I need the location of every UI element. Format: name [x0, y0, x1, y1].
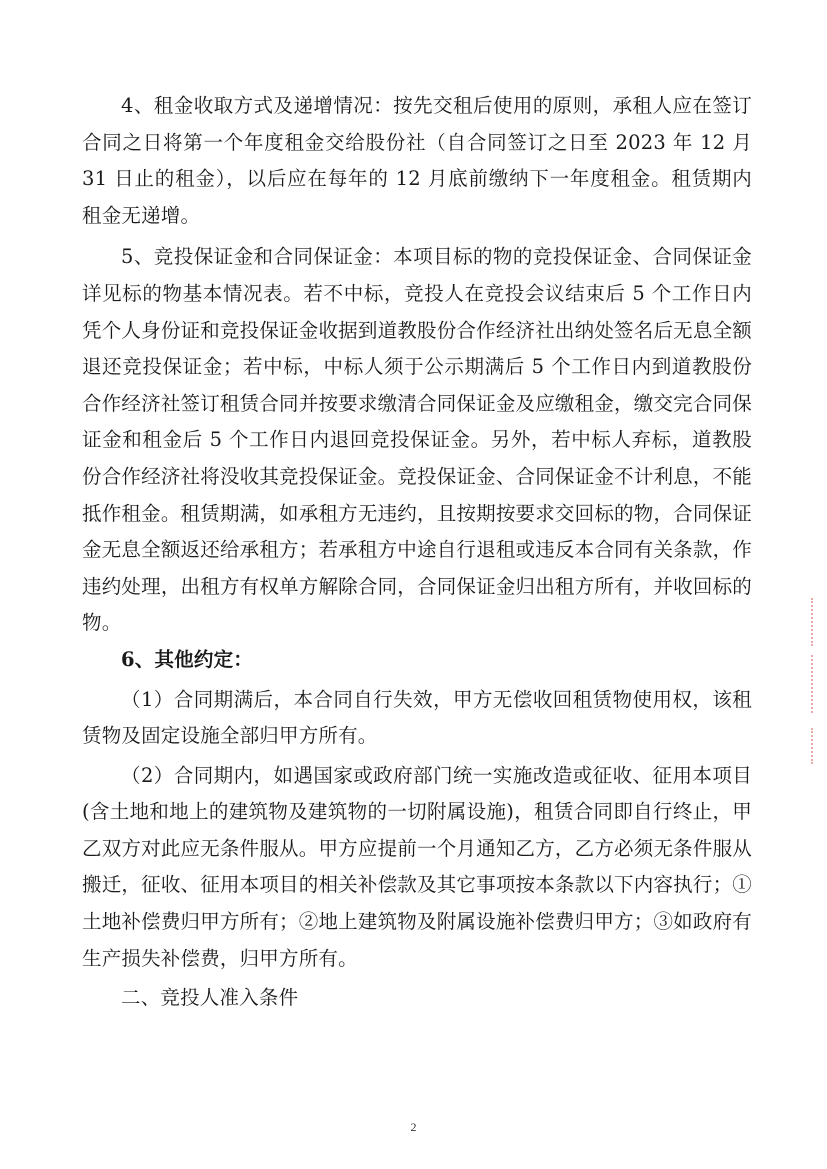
seal-edge-mark: [811, 728, 827, 764]
seal-edge-mark: [811, 655, 827, 713]
paragraph-term-1: （1）合同期满后，本合同自行失效，甲方无偿收回租赁物使用权，该租赁物及固定设施全部归甲方所有。: [82, 687, 752, 748]
heading-other-terms: 6、其他约定：: [121, 647, 253, 671]
paragraph-rent-collection: 4、租金收取方式及递增情况：按先交租后使用的原则，承租人应在签订合同之日将第一个年度租金交给股份社（自合同签订之日至 2023 年 12 月 31 日止的租金），以后应在每年的 12 月底前缴纳下一年度租金。租赁期内租金无递增。: [82, 94, 752, 227]
seal-edge-mark: [811, 598, 827, 646]
heading-bidder-conditions: 二、竞投人准入条件: [121, 986, 299, 1010]
paragraph-term-2: （2）合同期内，如遇国家或政府部门统一实施改造或征收、征用本项目(含土地和地上的建筑物及建筑物的一切附属设施)，租赁合同即自行终止，甲乙双方对此应无条件服从。甲方应提前一个月通知乙方，乙方必须无条件服从搬迁，征收、征用本项目的相关补偿款及其它事项按本条款以下内容执行；①土地补偿费归甲方所有；②地上建筑物及附属设施补偿费归甲方；③如政府有生产损失补偿费，归甲方所有。: [82, 763, 752, 970]
page-number: 2: [410, 1120, 417, 1134]
document-body: [82, 88, 752, 1017]
paragraph-deposits: 5、竞投保证金和合同保证金：本项目标的物的竞投保证金、合同保证金详见标的物基本情况表。若不中标，竞投人在竞投会议结束后 5 个工作日内凭个人身份证和竞投保证金收据到道教股份合作经济社出纳处签名后无息全额退还竞投保证金；若中标，中标人须于公示期满后 5 个工作日内到道教股份合作经济社签订租赁合同并按要求缴清合同保证金及应缴租金，缴交完合同保证金和租金后 5 个工作日内退回竞投保证金。另外，若中标人弃标，道教股份合作经济社将没收其竞投保证金。竞投保证金、合同保证金不计利息，不能抵作租金。租赁期满，如承租方无违约，且按期按要求交回标的物，合同保证金无息全额返还给承租方；若承租方中途自行退租或违反本合同有关条款，作违约处理，出租方有权单方解除合同，合同保证金归出租方所有，并收回标的物。: [82, 245, 752, 635]
